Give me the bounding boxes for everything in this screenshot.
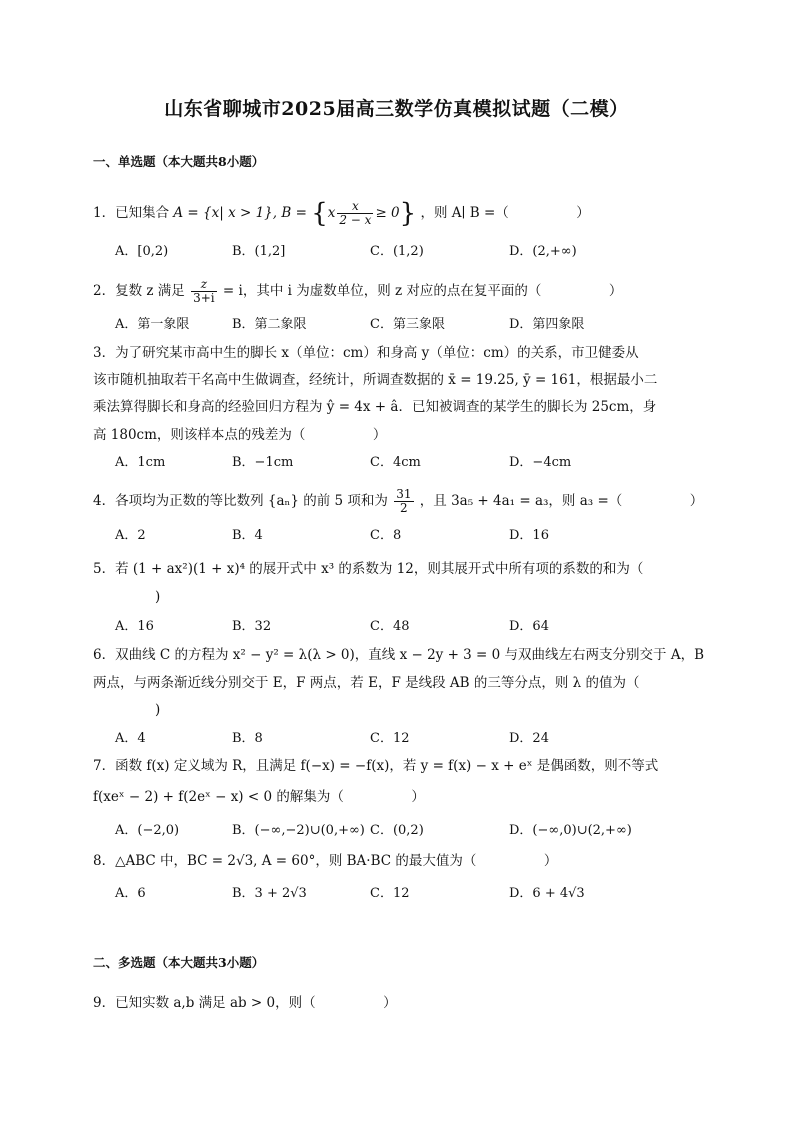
q6-option-d: D．24: [509, 731, 549, 746]
question-7-line-1: 7．函数 f(x) 定义域为 R，且满足 f(−x) = −f(x)，若 y = f(x) − x + eˣ 是偶函数，则不等式: [93, 758, 659, 774]
question-2: [93, 278, 622, 305]
question-7-line-2: f(xeˣ − 2) + f(2eˣ − x) < 0 的解集为（ ）: [93, 789, 425, 805]
q2-prefix: 2．复数 z 满足: [93, 283, 185, 299]
q1-option-c: C．(1,2): [370, 244, 424, 259]
question-3-line-2: 该市随机抽取若干名高中生做调查，经统计，所调查数据的 x̄ = 19.25, ȳ = 161，根据最小二: [93, 372, 658, 388]
q5-option-b: B．32: [232, 619, 272, 634]
question-4: [93, 488, 703, 515]
question-9-line-1: 9．已知实数 a,b 满足 ab > 0，则（ ）: [93, 995, 397, 1011]
q5-option-a: A．16: [115, 619, 154, 634]
q4-suffix: ，且 3a₅ + 4a₁ = a₃，则 a₃ =（ ）: [419, 493, 704, 509]
q2-option-d: D．第四象限: [509, 317, 585, 332]
q2-suffix: = i，其中 i 为虚数单位，则 z 对应的点在复平面的（ ）: [222, 283, 623, 299]
q8-option-d: D．6 + 4√3: [509, 886, 585, 901]
q1-fraction: $\frac{x}{2 - x}$: [339, 199, 372, 227]
page-title: 山东省聊城市2025届高三数学仿真模拟试题（二模）: [164, 98, 629, 120]
question-8-line-1: 8．△ABC 中，BC = 2√3, A = 60°，则 BA·BC 的最大值为（ ）: [93, 853, 558, 869]
q7-option-a: A．(−2,0): [115, 823, 180, 838]
q6-option-b: B．8: [232, 731, 263, 746]
q7-option-b: B．(−∞,−2)∪(0,+∞): [232, 823, 365, 838]
question-3-line-1: 3．为了研究某市高中生的脚长 x（单位：cm）和身高 y（单位：cm）的关系，市卫健委从: [93, 345, 639, 361]
left-brace: {: [311, 198, 328, 229]
question-5-line-1: 5．若 (1 + ax²)(1 + x)⁴ 的展开式中 x³ 的系数为 12，则其展开式中所有项的系数的和为（: [93, 561, 644, 577]
q3-option-c: C．4cm: [370, 455, 421, 470]
section-heading-single-choice: 一、单选题（本大题共8小题）: [93, 154, 265, 169]
q4-option-b: B．4: [232, 528, 263, 543]
q7-option-c: C．(0,2): [370, 823, 424, 838]
q2-option-c: C．第三象限: [370, 317, 445, 332]
right-brace: }: [399, 198, 417, 229]
q4-option-d: D．16: [509, 528, 549, 543]
q1-option-d: D．(2,+∞): [509, 244, 577, 259]
q8-option-a: A．6: [115, 886, 146, 901]
q4-option-a: A．2: [115, 528, 146, 543]
q1-set-b-left: B =: [281, 205, 307, 221]
q7-option-d: D．(−∞,0)∪(2,+∞): [509, 823, 632, 838]
question-6-line-2: 两点，与两条渐近线分别交于 E，F 两点，若 E，F 是线段 AB 的三等分点，则 λ 的值为（: [93, 675, 640, 691]
q1-set-b-right: ≥ 0: [375, 205, 400, 221]
question-3-line-4: 高 180cm，则该样本点的残差为（ ）: [93, 427, 387, 443]
q5-option-d: D．64: [509, 619, 549, 634]
question-5-line-2: ): [155, 589, 161, 605]
q8-option-c: C．12: [370, 886, 410, 901]
q1-option-b: B．(1,2]: [232, 244, 286, 259]
q6-option-c: C．12: [370, 731, 410, 746]
q8-option-b: B．3 + 2√3: [232, 886, 307, 901]
question-3-line-3: 乘法算得脚长和身高的经验回归方程为 ŷ = 4x + â．已知被调查的某学生的脚长为 25cm，身: [93, 399, 657, 415]
q4-prefix: 4．各项均为正数的等比数列 {aₙ} 的前 5 项和为: [93, 493, 388, 509]
q1-prefix: 1．已知集合: [93, 205, 170, 221]
q5-option-c: C．48: [370, 619, 410, 634]
q3-option-d: D．−4cm: [509, 455, 572, 470]
q1-option-a: A．[0,2): [115, 244, 169, 259]
q4-fraction: $\frac{31}{2}$: [396, 487, 412, 515]
q3-option-a: A．1cm: [115, 455, 166, 470]
question-1: 1．已知集合 A = {x| x > 1}, B = {x $\frac{x}{2 - x}$ ≥ 0} ，则 A∣ B =（ ）: [93, 198, 590, 229]
q2-fraction: $\frac{z}{3+i}$: [193, 277, 215, 305]
q4-option-c: C．8: [370, 528, 402, 543]
q2-option-b: B．第二象限: [232, 317, 307, 332]
q1-suffix: ，则 A∣ B =（ ）: [420, 205, 590, 221]
q2-option-a: A．第一象限: [115, 317, 190, 332]
q1-set-a: A = {x| x > 1},: [173, 205, 278, 221]
question-6-line-3: ): [155, 702, 161, 718]
question-6-line-1: 6．双曲线 C 的方程为 x² − y² = λ(λ > 0)，直线 x − 2y + 3 = 0 与双曲线左右两支分别交于 A，B: [93, 647, 705, 663]
q3-option-b: B．−1cm: [232, 455, 294, 470]
q6-option-a: A．4: [115, 731, 146, 746]
section-heading-multiple-choice: 二、多选题（本大题共3小题）: [93, 955, 265, 970]
